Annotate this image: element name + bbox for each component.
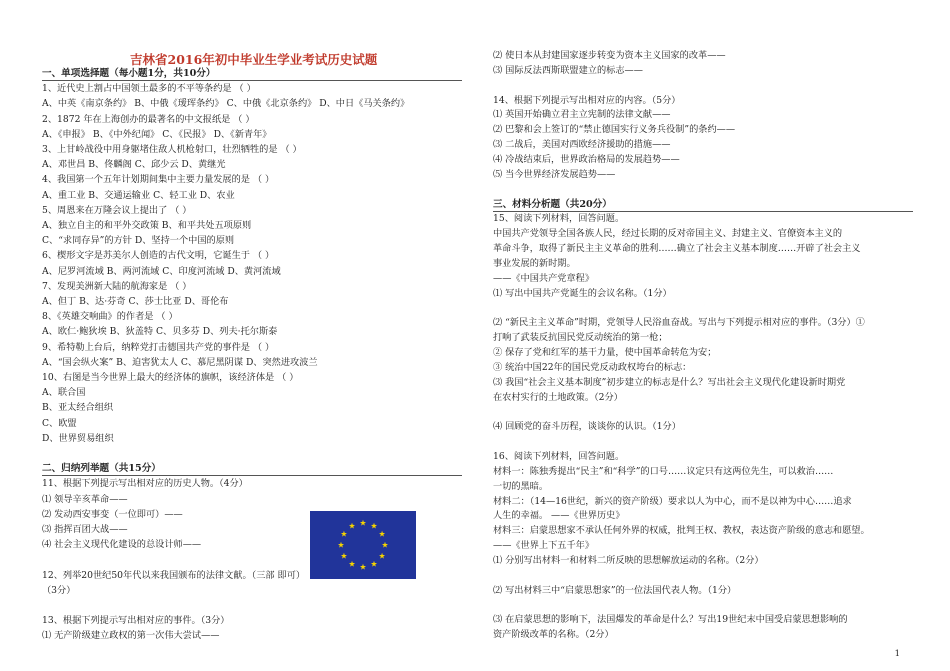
question-line: 2、1872 年在上海创办的最著名的中文报纸是 （ ） [42, 113, 255, 125]
question-line: 16、阅读下列材料，回答问题。 [493, 450, 625, 462]
section-rule [493, 211, 913, 212]
question-line: C、“求同存异”的方针 D、坚持一个中国的原则 [42, 235, 235, 247]
question-line: A、邓世昌 B、佟麟阁 C、邱少云 D、黄继光 [42, 159, 226, 171]
question-line: A、独立自主的和平外交政策 B、和平共处五项原则 [42, 220, 252, 231]
question-line: ——《世界上下五千年》 [493, 540, 595, 552]
section-rule [42, 80, 462, 81]
question-line: 3、上甘岭战役中用身躯堵住敌人机枪射口，壮烈牺牲的是 （ ） [42, 144, 302, 155]
question-line: A、《申报》 B、《中外纪闻》 C、《民报》 D、《新青年》 [42, 128, 272, 140]
question-line: ⑶ 指挥百团大战—— [42, 524, 128, 535]
section-rule [42, 475, 462, 476]
question-line: B、亚太经合组织 [42, 402, 114, 414]
question-line: ③ 统治中国22年的国民党反动政权垮台的标志： [493, 361, 692, 373]
question-line: 事业发展的新时期。 [493, 257, 576, 269]
question-line: A、联合国 [42, 387, 86, 399]
question-line: 8、《英雄交响曲》的作者是 （ ） [42, 311, 178, 323]
question-line: ⑸ 当今世界经济发展趋势—— [493, 168, 616, 180]
question-line: 5、周恩来在万隆会议上提出了 （ ） [42, 204, 192, 216]
question-line: A、尼罗河流域 B、两河流域 C、印度河流域 D、黄河流域 [42, 265, 281, 277]
question-line: （3分） [42, 584, 76, 596]
question-line: 9、希特勒上台后，纳粹党打击德国共产党的事件是 （ ） [42, 341, 275, 353]
question-line: A、但丁 B、达·芬奇 C、莎士比亚 D、哥伦布 [42, 296, 229, 307]
question-line: 1、近代史上割占中国领土最多的不平等条约是 （ ） [42, 83, 256, 95]
question-line: 中国共产党领导全国各族人民，经过长期的反对帝国主义、封建主义、官僚资本主义的 [493, 228, 843, 240]
question-line: 11、根据下列提示写出相对应的历史人物。（4分） [42, 478, 248, 490]
question-line: 10、右图是当今世界上最大的经济体的旗帜，该经济体是 （ ） [42, 372, 299, 383]
question-line: C、欧盟 [42, 417, 77, 429]
question-line: ⑴ 领导辛亥革命—— [42, 493, 128, 505]
question-line: A、欧仁·鲍狄埃 B、狄盖特 C、贝多芬 D、列夫·托尔斯泰 [42, 326, 278, 338]
section-heading: 二、归纳列举题（共15分） [42, 463, 161, 475]
question-line: 革命斗争，取得了新民主主义革命的胜利……确立了社会主义基本制度……开辟了社会主义 [493, 243, 861, 255]
question-line: ⑵ “新民主主义革命”时期，党领导人民浴血奋战。写出与下列提示相对应的事件。（3分）① [493, 317, 865, 329]
question-line: ⑴ 分别写出材料一和材料二所反映的思想解放运动的名称。（2分） [493, 554, 764, 566]
question-line: ⑶ 二战后，美国对西欧经济援助的措施—— [493, 139, 671, 151]
question-line: ⑴ 英国开始确立君主立宪制的法律文献—— [493, 109, 671, 121]
question-line: 15、阅读下列材料，回答问题。 [493, 213, 625, 225]
question-line: 12、列举20世纪50年代以来我国颁布的法律文献。（三部 即可） [42, 569, 306, 581]
question-line: 材料二：（14—16世纪，新兴的资产阶级）要求以人为中心，而不是以神为中心……追求 [493, 495, 852, 507]
question-line: 一切的黑暗。 [493, 480, 549, 492]
question-line: 14、根据下列提示写出相对应的内容。（5分） [493, 94, 681, 106]
page-number: 1 [894, 649, 900, 659]
question-line: ⑵ 发动西安事变（一位即可）—— [42, 508, 183, 520]
question-line: 材料三：启蒙思想家不承认任何外界的权威，批判王权、教权，表达资产阶级的意志和愿望。 [493, 525, 870, 537]
question-line: ⑷ 社会主义现代化建设的总设计师—— [42, 539, 202, 551]
question-line: ② 保存了党和红军的基干力量，使中国革命转危为安； [493, 347, 717, 358]
eu-flag-image [310, 511, 416, 579]
question-line: 7、发现美洲新大陆的航海家是 （ ） [42, 280, 192, 292]
question-line: 4、我国第一个五年计划期间集中主要力量发展的是 （ ） [42, 174, 275, 186]
question-line: ⑶ 在启蒙思想的影响下，法国爆发的革命是什么？写出19世纪末中国受启蒙思想影响的 [493, 614, 848, 626]
question-line: ⑵ 使日本从封建国家逐步转变为资本主义国家的改革—— [493, 50, 726, 61]
question-line: 打响了武装反抗国民党反动统治的第一枪； [493, 332, 668, 344]
section-heading: 三、材料分析题（共20分） [493, 198, 612, 210]
question-line: 人生的幸福。 ——《世界历史》 [493, 510, 625, 522]
question-line: ⑴ 写出中国共产党诞生的会议名称。（1分） [493, 287, 672, 299]
question-line: 资产阶级改革的名称。（2分） [493, 629, 614, 641]
question-line: A、重工业 B、交通运输业 C、轻工业 D、农业 [42, 189, 235, 201]
section-heading: 一、单项选择题（每小题1分，共10分） [42, 68, 216, 79]
question-line: A、中英《南京条约》 B、中俄《瑷珲条约》 C、中俄《北京条约》 D、中日《马关条约》 [42, 98, 410, 110]
question-line: 13、根据下列提示写出相对应的事件。（3分） [42, 615, 230, 627]
question-line: ——《中国共产党章程》 [493, 272, 595, 284]
question-line: ⑶ 国际反法西斯联盟建立的标志—— [493, 64, 643, 76]
question-line: ⑴ 无产阶级建立政权的第一次伟大尝试—— [42, 630, 220, 642]
question-line: D、世界贸易组织 [42, 432, 114, 444]
question-line: ⑷ 回顾党的奋斗历程，谈谈你的认识。（1分） [493, 421, 681, 433]
question-line: ⑵ 巴黎和会上签订的“禁止德国实行义务兵役制”的条约—— [493, 124, 736, 136]
page-title: 吉林省2016年初中毕业生学业考试历史试题 [130, 52, 378, 67]
question-line: ⑷ 冷战结束后，世界政治格局的发展趋势—— [493, 153, 680, 165]
question-line: 6、楔形文字是苏美尔人创造的古代文明，它诞生于 （ ） [42, 250, 275, 262]
question-line: ⑵ 写出材料三中“启蒙思想家”的一位法国代表人物。（1分） [493, 584, 737, 596]
question-line: ⑶ 我国“社会主义基本制度”初步建立的标志是什么？写出社会主义现代化建设新时期党 [493, 376, 846, 388]
question-line: A、“国会纵火案” B、迫害犹太人 C、慕尼黑阴谋 D、突然进攻波兰 [42, 356, 318, 368]
question-line: 材料一：陈独秀提出“民主”和“科学”的口号……议定只有这两位先生，可以救治…… [493, 465, 834, 477]
question-line: 在农村实行的土地政策。（2分） [493, 391, 623, 403]
eu-flag-svg [310, 511, 416, 579]
